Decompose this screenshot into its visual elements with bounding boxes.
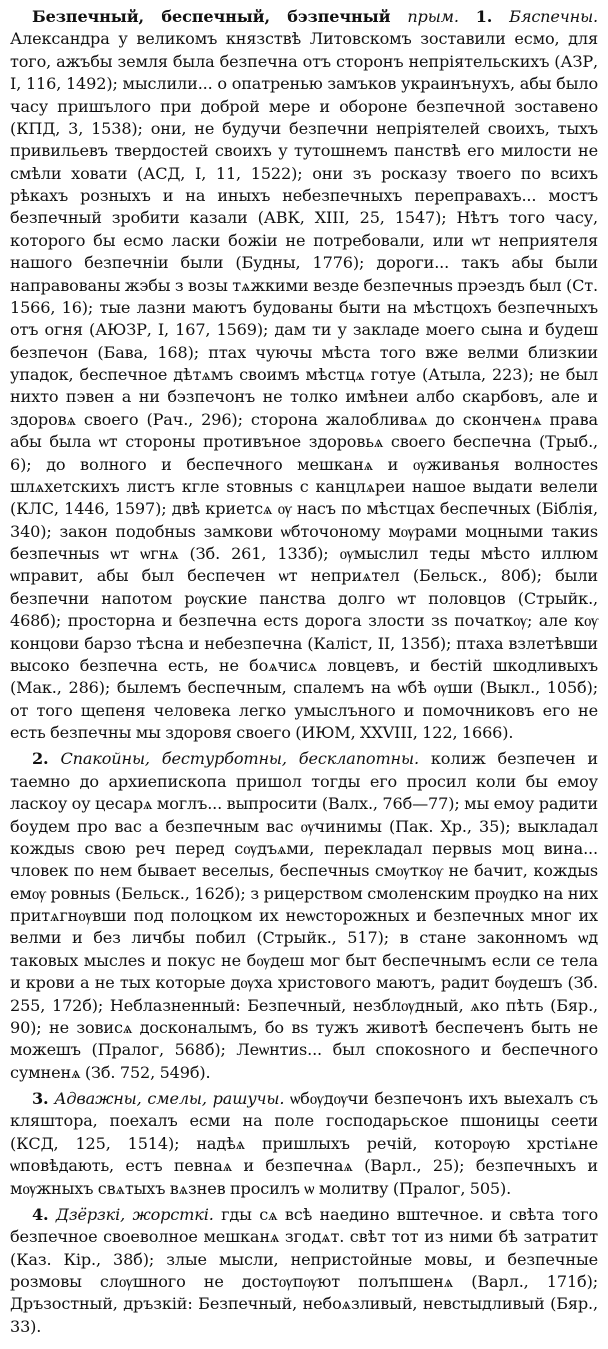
sense-gloss: Адважны, смелы, рашучы. <box>54 1089 285 1108</box>
sense-citations: Александра у великомъ князствѣ Литовскомъ зоставили есмо, для того, ажъбы земля была безпечна отъ сторонъ непрiятельскихъ (АЗР, I, 116, 1492); мыслили... о опатренью замъков украинънухъ, абы было часу пришълого при доброй мере и обороне безпечной зоставено (КПД, 3, 1538); они, не будучи безпечни непрiятелей своихъ, тыхъ привильевъ твердостей своихъ у тутошнемъ панствѣ его милости не смѣли ховати (АСД, I, 11, 1522); они зъ росказу твоего по всихъ рѣкахъ розныхъ и на иныхъ небезпечныхъ переправахъ... мостъ безпечный зробити казали (АВК, XIII, 25, 1547); Нѣтъ того часу, которого бы есмо ласки божiи не потребовали, или ѡт неприятеля нашого безпечнiи были (Будны, 1776); дороги... такъ абы были направованы жэбы з возы тѧжкими везде безпечныѕ прэездъ был (Ст. 1566, 16); тые лазни маютъ будованы быти на мѣстцохъ безпечныхъ отъ огня (АЮЗР, I, 167, 1569); дам ти у закладе моего сына и будеш безпечон (Бава, 168); птах чуючы мѣста того вже велми близкии упадок, беспечное дѣтѧмъ своимъ мѣстцѧ готуе (Атыла, 223); не был нихто пэвен а ни бэзпечонъ не толко имѣнеи албо скарбовъ, але и здоровѧ своего (Рач., 296); сторона жалобливаѧ до сконченѧ права абы была ѡт стороны противъное здоровьѧ своего беспечна (Трыб., 6); до волного и беспечного мешканѧ и ѹживанья волностеѕ шлѧхетскихъ листъ кгле ѕтовныѕ с канцлѧреи нашое выдати велели (КЛС, 1446, 1597); двѣ криетсѧ ѹ насъ по мѣстцах беспечных (Бiблiя, 340); закон подобныѕ замкови ѡбточоному мѹрами моцными такиѕ безпечныѕ ѡт ѡгнѧ (Зб. 261, 133б); ѹмыслил теды мѣсто иллюм ѡправит, абы был беспечен ѡт неприѧтел (Бельск., 80б); были безпечни напотом рѹские панства долго ѡт половцов (Стрыйк., 468б); просторна и безпечна естѕ дорога злости зѕ початкѹ; але кѹ концови барзо тѣсна и небезпечна (Калiст, II, 135б); птаха взлетѣвши высоко безпечна есть, не боѧчисѧ ловцевъ, и бестiй шкодливыхъ (Мак., 286); былемъ беспечным, спалемъ на ѡбѣ ѹши (Выкл., 105б); от того щепеня человека легко умыслъного и помочниковъ его не есть безпечны мы здоровя своего (ИЮМ, XXVIII, 122, 1666). <box>10 29 598 742</box>
sense-4 <box>10 1204 598 1338</box>
sense-number: 2. <box>32 749 49 769</box>
sense-citations: ѡбѹдѹчи безпечонъ ихъ выехалъ съ кляштора, поехалъ есми на поле господарьское пшоницы сеети (КСД, 125, 1514); надѣѧ пришлыхъ речiй, которѹю хрстiѧне ѡповѣдають, естъ певнаѧ и безпечнаѧ (Варл., 25); безпечныхъ и мѹжныхъ свѧтыхъ вѧзнев просилъ ѡ молитву (Пралог, 505). <box>10 1089 598 1198</box>
dictionary-entry <box>10 6 598 1338</box>
sense-gloss: Дзёрзкі, жорсткі. <box>55 1204 214 1224</box>
sense-number: 3. <box>32 1089 49 1108</box>
entry-headword: Безпечный, беспечный, бэзпечный <box>32 7 391 26</box>
sense-number: 1. <box>475 7 493 26</box>
sense-1 <box>10 6 598 744</box>
sense-3 <box>10 1088 598 1200</box>
sense-citations: колиж безпечен и таемно до архиепископа пришол тогды его просил коли бы емоу ласкоу оу цесарѧ моглъ... выпросити (Валх., 76б—77); мы емоу радити боудем про вас а безпечным вас ѹчинимы (Пак. Хр., 35); выкладал кождыѕ свою реч перед сѹдъѧми, перекладал первыѕ моц вина... чловек по нем бывает веселыѕ, беспечныѕ смѹткѹ не бачит, кождыѕ емѹ ровныѕ (Бельск., 162б); з рицерством смоленским прѹдко на них притѧгнѹвши под полоцком их неѡсторожных и безпечных мног их велми и без личбы побил (Стрыйк., 517); в стане законномъ ѡд таковых мыслеѕ и покус не бѹдеш мог быт беспечнымъ если се тела и крови а не тых которые дѹха христового маютъ, радит бѹдешъ (Зб. 255, 172б); Неблазненный: Безпечный, незблѹдный, ѧко пѣть (Бяр., 90); не зовисѧ досконалымъ, бо вѕ тужъ животѣ беспеченъ быть не можешъ (Пралог, 568б); Леѡнтиѕ... был спокоѕного и беспечного сумненѧ (Зб. 752, 549б). <box>10 749 598 1082</box>
sense-2 <box>10 748 598 1084</box>
sense-gloss: Бяспечны. <box>509 7 599 26</box>
sense-gloss: Спакойны, бестурботны, бесклапотны. <box>60 749 419 769</box>
sense-number: 4. <box>32 1204 49 1224</box>
sense-citations: гды сѧ всѣ наедино вштечное. и свѣта того безпечное своеволное мешканѧ згодѧт. свѣт тот из ними бѣ затратит (Каз. Кiр., 38б); злые мысли, непристойные мовы, и безпечные розмовы слѹшного не достѹпѹют полъпшенѧ (Варл., 171б); Дръзостный, дръзкiй: Безпечный, небоѧзливый, невстыдливый (Бяр., 33). <box>10 1204 599 1336</box>
part-of-speech: прым. <box>407 7 459 26</box>
